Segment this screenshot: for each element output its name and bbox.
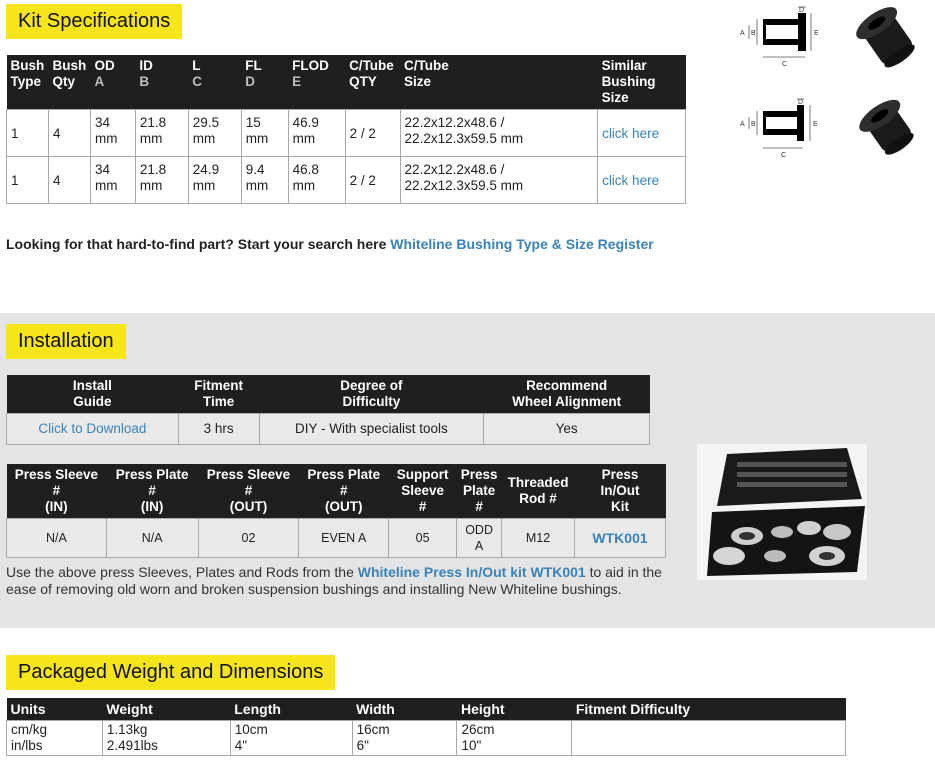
press-tools-row bbox=[7, 519, 666, 558]
diagram-label-c: C bbox=[781, 152, 787, 158]
diagram-label-b: B bbox=[751, 121, 756, 128]
kit-spec-col-header: Bush Type bbox=[7, 55, 49, 110]
kit-specs-header-row bbox=[7, 55, 686, 110]
dimension-cell: 15 mm bbox=[241, 110, 288, 157]
similar-bushing-cell bbox=[598, 157, 686, 204]
kit-spec-col-header: Similar Bushing Size bbox=[598, 55, 686, 110]
press-tool-col-header: Press Sleeve # (IN) bbox=[7, 464, 107, 519]
kit-spec-col-header: OD A bbox=[90, 55, 135, 110]
bush-type-cell: 1 bbox=[7, 110, 49, 157]
dimension-cell: 34 mm bbox=[90, 110, 135, 157]
kit-specs-table bbox=[6, 55, 686, 204]
kit-spec-col-subheader: Size bbox=[601, 90, 629, 105]
press-tools-table bbox=[6, 464, 666, 558]
press-kit-note bbox=[6, 564, 666, 598]
press-tool-col-header: Press Plate # (IN) bbox=[106, 464, 198, 519]
weight-header-row bbox=[7, 698, 846, 721]
search-note bbox=[6, 236, 666, 253]
installation-row bbox=[7, 414, 650, 445]
kit-spec-col-header: L C bbox=[188, 55, 241, 110]
kit-spec-col-subheader: A bbox=[94, 74, 105, 89]
kit-specs-body bbox=[7, 110, 686, 204]
press-tool-cell: EVEN A bbox=[299, 519, 389, 558]
bushing-diagram-2 bbox=[735, 96, 825, 158]
bushing-photo-2 bbox=[855, 92, 925, 162]
press-tool-col-header: Press Sleeve # (OUT) bbox=[198, 464, 299, 519]
ctube-qty-cell: 2 / 2 bbox=[345, 110, 400, 157]
diagram-label-b: B bbox=[751, 30, 756, 37]
kit-spec-col-subheader: D bbox=[245, 74, 255, 89]
kit-spec-col-subheader: E bbox=[292, 74, 302, 89]
press-tool-cell: N/A bbox=[106, 519, 198, 558]
weight-col-header: Width bbox=[352, 698, 457, 721]
dimension-cell: 24.9 mm bbox=[188, 157, 241, 204]
installation-header-row bbox=[7, 375, 650, 414]
diagram-label-e: E bbox=[813, 121, 818, 128]
search-note-text: Looking for that hard-to-find part? Start your search here bbox=[6, 236, 391, 252]
press-tool-col-header: Press Plate # (OUT) bbox=[299, 464, 389, 519]
weight-row bbox=[7, 721, 846, 756]
press-tool-cell: N/A bbox=[7, 519, 107, 558]
diagram-label-e: E bbox=[814, 30, 819, 37]
diagram-label-d: D bbox=[799, 7, 805, 14]
press-tool-col-header: Threaded Rod # bbox=[502, 464, 575, 519]
press-tool-col-header: Press In/Out Kit bbox=[575, 464, 666, 519]
weight-col-header: Units bbox=[7, 698, 103, 721]
press-tool-cell: 02 bbox=[198, 519, 299, 558]
press-tool-col-header: Press Plate # bbox=[457, 464, 502, 519]
press-tool-cell: 05 bbox=[389, 519, 457, 558]
weight-col-header: Fitment Difficulty bbox=[572, 698, 846, 721]
press-tools-header-row bbox=[7, 464, 666, 519]
weight-table bbox=[6, 698, 846, 756]
ctube-size-cell: 22.2x12.2x48.6 / 22.2x12.3x59.5 mm bbox=[400, 110, 598, 157]
similar-bushing-cell bbox=[598, 110, 686, 157]
press-kit-number-link[interactable]: WTK001 bbox=[592, 529, 648, 546]
alignment-cell: Yes bbox=[484, 414, 650, 445]
dimension-cell: 21.8 mm bbox=[135, 157, 188, 204]
weight-cell: 16cm 6" bbox=[352, 721, 457, 756]
diagram-label-c: C bbox=[782, 61, 788, 67]
difficulty-cell: DIY - With specialist tools bbox=[259, 414, 484, 445]
ctube-size-cell: 22.2x12.2x48.6 / 22.2x12.3x59.5 mm bbox=[400, 157, 598, 204]
dimension-cell: 46.9 mm bbox=[288, 110, 345, 157]
weight-cell bbox=[572, 721, 846, 756]
press-tool-col-header: Support Sleeve # bbox=[389, 464, 457, 519]
bush-type-cell: 1 bbox=[7, 157, 49, 204]
dimension-cell: 34 mm bbox=[90, 157, 135, 204]
similar-bushing-link[interactable]: click here bbox=[602, 126, 660, 141]
installation-table bbox=[6, 375, 650, 445]
install-guide-download-link[interactable]: Click to Download bbox=[38, 421, 147, 436]
kit-spec-col-header: FLOD E bbox=[288, 55, 345, 110]
bushing-diagram-1 bbox=[735, 5, 825, 67]
weight-cell: cm/kg in/lbs bbox=[7, 721, 103, 756]
press-note-text: Use the above press Sleeves, Plates and Rods from the bbox=[6, 564, 358, 580]
ctube-qty-cell: 2 / 2 bbox=[345, 157, 400, 204]
weight-col-header: Height bbox=[457, 698, 572, 721]
kit-spec-row bbox=[7, 157, 686, 204]
kit-spec-col-header: Bush Qty bbox=[48, 55, 90, 110]
bushing-photo-1 bbox=[855, 2, 925, 72]
press-kit-photo bbox=[697, 444, 867, 580]
installation-heading: Installation bbox=[6, 324, 126, 359]
weight-cell: 26cm 10" bbox=[457, 721, 572, 756]
kit-spec-col-subheader: B bbox=[139, 74, 150, 89]
press-kit-link[interactable]: Whiteline Press In/Out kit WTK001 bbox=[357, 564, 586, 580]
dimension-cell: 21.8 mm bbox=[135, 110, 188, 157]
diagram-label-d: D bbox=[798, 99, 804, 106]
installation-col-header: Recommend Wheel Alignment bbox=[484, 375, 650, 414]
kit-specs-heading: Kit Specifications bbox=[6, 4, 182, 39]
diagram-label-a: A bbox=[740, 30, 745, 37]
kit-spec-col-subheader: C bbox=[192, 74, 203, 89]
press-tool-cell bbox=[575, 519, 666, 558]
bushing-register-link[interactable]: Whiteline Bushing Type & Size Register bbox=[390, 236, 654, 252]
press-tool-cell: M12 bbox=[502, 519, 575, 558]
bush-qty-cell: 4 bbox=[48, 157, 90, 204]
kit-spec-col-header: FL D bbox=[241, 55, 288, 110]
dimension-cell: 46.8 mm bbox=[288, 157, 345, 204]
kit-spec-col-header: C/Tube Size bbox=[400, 55, 598, 110]
installation-col-header: Degree of Difficulty bbox=[259, 375, 484, 414]
kit-spec-col-header: C/Tube QTY bbox=[345, 55, 400, 110]
weight-cell: 10cm 4" bbox=[230, 721, 352, 756]
installation-col-header: Fitment Time bbox=[178, 375, 259, 414]
weight-cell: 1.13kg 2.491lbs bbox=[102, 721, 230, 756]
press-note-text-end: to aid in the ease of removing old worn and broken suspension bushings and installing New Whiteline bushings. bbox=[6, 564, 662, 597]
similar-bushing-link[interactable]: click here bbox=[602, 173, 660, 188]
dimension-cell: 29.5 mm bbox=[188, 110, 241, 157]
bush-qty-cell: 4 bbox=[48, 110, 90, 157]
fitment-time-cell: 3 hrs bbox=[178, 414, 259, 445]
dimension-cell: 9.4 mm bbox=[241, 157, 288, 204]
press-tool-cell: ODD A bbox=[457, 519, 502, 558]
weight-col-header: Weight bbox=[102, 698, 230, 721]
kit-spec-col-header: ID B bbox=[135, 55, 188, 110]
diagram-label-a: A bbox=[740, 121, 745, 128]
kit-spec-row bbox=[7, 110, 686, 157]
installation-col-header: Install Guide bbox=[7, 375, 179, 414]
weight-col-header: Length bbox=[230, 698, 352, 721]
weight-heading: Packaged Weight and Dimensions bbox=[6, 655, 335, 690]
